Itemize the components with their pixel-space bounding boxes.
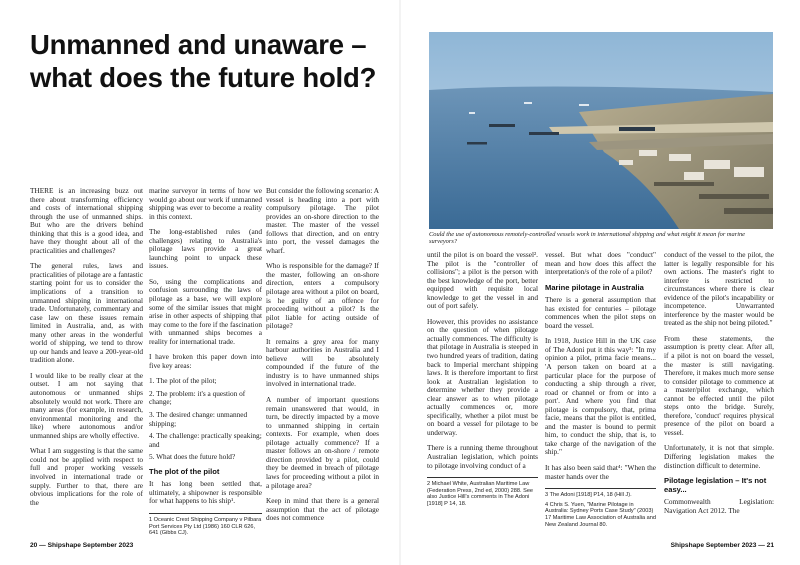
column-2 xyxy=(149,187,262,537)
section-heading: The plot of the pilot xyxy=(149,466,220,476)
paragraph: A number of important questions remain unanswered that would, in turn, be directly impacted by a move to unmanned shipping in certain contexts. For example, when does pilotage actually commence? If a master follows an on-shore / remote direction provided by a pilot, could they be deemed in breach of pilotage laws for proceeding without a pilot in a pilotage area? xyxy=(266,395,379,490)
article-title-line-1: Unmanned and unaware – xyxy=(30,29,367,60)
section-heading: Marine pilotage in Australia xyxy=(545,282,644,292)
footnote: 1 Oceanic Crest Shipping Company v Pilbara Port Services Pty Ltd (1986) 160 CLR 626, 641 (Gibbs CJ). xyxy=(149,516,262,537)
paragraph: Who is responsible for the damage? If the master, following an on-shore direction, enters a compulsory pilotage area without a pilot on board, is he guilty of an offence for proceeding without a pilot? Is the pilot liable for acting outside of pilotage? xyxy=(266,261,379,331)
list-item: 3. The desired change: unmanned shipping; xyxy=(149,410,248,428)
paragraph: It has also been said that⁴: "When the master hands over the xyxy=(545,463,656,481)
column-6 xyxy=(664,251,774,537)
paragraph: Commonwealth Legislation: Navigation Act 2012. The xyxy=(664,497,774,515)
footer-right-folio: Shipshape September 2023 — 21 xyxy=(670,542,774,549)
paragraph: I would like to be really clear at the outset. I am not saying that autonomous or unmanned ships absolutely would not work. There are many areas (for example, in research, environmental monitoring and the like) where autonomous and/or unmanned ships are wholly effective. xyxy=(30,370,143,440)
paragraph: The long-established rules (and challenges) relating to Australia's pilotage laws provide a great launching point to unpack these issues. xyxy=(149,227,262,271)
paragraph: THERE is an increasing buzz out there about transforming efficiency and costs of international shipping through the use of unmanned ships. But who are the drivers behind thinking that this is a good idea, and have they thought about all of the practicalities and challenges? xyxy=(30,187,143,255)
harbour-photo xyxy=(429,32,773,229)
paragraph: marine surveyor in terms of how we would go about our work if unmanned shipping was ever to become a reality in this context. xyxy=(149,187,262,221)
footnote: 3 The Adoni [1918] P14, 18 (Hill J). xyxy=(545,492,632,499)
list-item: 5. What does the future hold? xyxy=(149,452,236,462)
list-item: 4. The challenge: practically speaking; and xyxy=(149,431,262,449)
paragraph: conduct of the vessel to the pilot, the latter is legally responsible for his own actions. The master's right to interfere is restricted to circumstances where there is clear evidence of the pilot's incapability or incompetence. Unwarranted interference by the master would be treated as the ship not being piloted." xyxy=(664,251,774,328)
paragraph: In 1918, Justice Hill in the UK case of The Adoni put it this way³: "In my opinion a pilot, prima facie means... 'A person taken on board at a particular place for the purpose of conducting a ship through a river, road or channel or from or into a port'. And where you find that pilotage is compulsory, that, prima facie, means that the pilot is entitled, and the master is bound to permit him, to conduct the ship, that is, to take charge of the navigation of the ship." xyxy=(545,336,656,457)
paragraph: vessel. But what does "conduct" mean and how does this affect the interpretation/s of the role of a pilot? xyxy=(545,251,656,277)
column-4 xyxy=(427,251,538,537)
footnote-rule xyxy=(149,513,262,514)
paragraph: But consider the following scenario: A vessel is heading into a port with compulsory pilotage. The pilot provides an on-shore direction to the master. The master of the vessel follows that direction, and on entry into port, the vessel damages the wharf. xyxy=(266,187,379,255)
paragraph: It has long been settled that, ultimately, a shipowner is responsible for what happens to his ship¹. xyxy=(149,479,262,506)
paragraph: I have broken this paper down into five key areas: xyxy=(149,352,262,370)
paragraph: There is a running theme throughout Australian legislation, which points to pilotage involving conduct of a xyxy=(427,443,538,470)
column-1 xyxy=(30,187,143,537)
column-3 xyxy=(266,187,379,537)
paragraph: However, this provides no assistance on the question of when pilotage actually commences. The difficulty is that pilotage in Australia is steeped in two hundred years of tradition, dating back to Imperial merchant shipping laws. It is therefore important to first look at Australian legislation to determine whether they provide a clear answer as to when pilotage actually commences or, more specifically, whether a pilot must be on board a vessel for pilotage to be underway. xyxy=(427,316,538,437)
paragraph: So, using the complications and confusion surrounding the laws of pilotage as a base, we will explore some of the similar issues that might arise in other aspects of shipping that may come to the fore if the fascination with unmanned ships becomes a reality for international trade. xyxy=(149,276,262,346)
paragraph: The general rules, laws and practicalities of pilotage are a fantastic starting point for us to consider the implications of a transition to unmanned shipping in international trade. Unfortunately, commentary and case law on these issues remain limited in Australia, and, as with many other areas in the wonderful world of shipping, we tend to throw up our hands and leave a 200-year-old tradition alone. xyxy=(30,261,143,365)
page-gutter xyxy=(399,0,401,565)
list-item: 1. The plot of the pilot; xyxy=(149,376,217,386)
footnote: 4 Chris S. Yuen, "Marine Pilotage in Australia: Sydney Ports Case Study" (2003) 17 Maritime Law Association of Australia and New Zealand Journal 80. xyxy=(545,501,656,528)
article-title xyxy=(30,28,410,94)
paragraph: There is a general assumption that has existed for centuries – pilotage commences when the pilot steps on board the vessel. xyxy=(545,295,656,330)
paragraph: It remains a grey area for many harbour authorities in Australia and I believe will be absolutely compounded if the future of the industry is to have unmanned ships involved in international trade. xyxy=(266,336,379,389)
paragraph: Keep in mind that there is a general assumption that the act of pilotage does not commence xyxy=(266,496,379,523)
footnote-rule xyxy=(427,477,538,478)
paragraph: What I am suggesting is that the same could not be applied with respect to full and proper working vessels involved in international trade or supply. Further to that, there are obvious implications for the role of the xyxy=(30,446,143,507)
section-heading: Pilotage legislation – It's not easy... xyxy=(664,476,767,494)
article-title-line-2: what does the future hold? xyxy=(30,62,377,93)
paragraph: Unfortunately, it is not that simple. Differing legislation makes the distinction difficult to determine. xyxy=(664,443,774,470)
footnote: 2 Michael White, Australian Maritime Law (Federation Press, 2nd ed, 2000) 288. See also Justice Hill's comments in The Adoni [1918] P 14, 18. xyxy=(427,481,534,507)
footnote-rule xyxy=(545,488,656,489)
photo-caption: Could the use of autonomous remotely-controlled vessels work in international shipping and what might it mean for marine surveyors? xyxy=(429,231,746,246)
key-areas-list xyxy=(149,377,262,461)
paragraph: From these statements, the assumption is pretty clear. After all, if a pilot is not on board the vessel, the master is still navigating. Therefore, it makes much more sense to consider pilotage to commence at a master/pilot exchange, which cannot be effected until the pilot steps onto the bridge. Surely, therefore, 'conduct' requires physical presence of the pilot on board a vessel. xyxy=(664,333,774,437)
footer-left-folio: 20 — Shipshape September 2023 xyxy=(30,542,134,549)
harbour-photo-image xyxy=(429,32,773,229)
column-5 xyxy=(545,251,656,537)
paragraph: until the pilot is on board the vessel². The pilot is the "controller of collisions"; a pilot is the person with the best knowledge of the port, better equipped with requisite local knowledge to get the vessel in and out of port safely. xyxy=(427,251,538,311)
list-item: 2. The problem: it's a question of change; xyxy=(149,388,246,407)
